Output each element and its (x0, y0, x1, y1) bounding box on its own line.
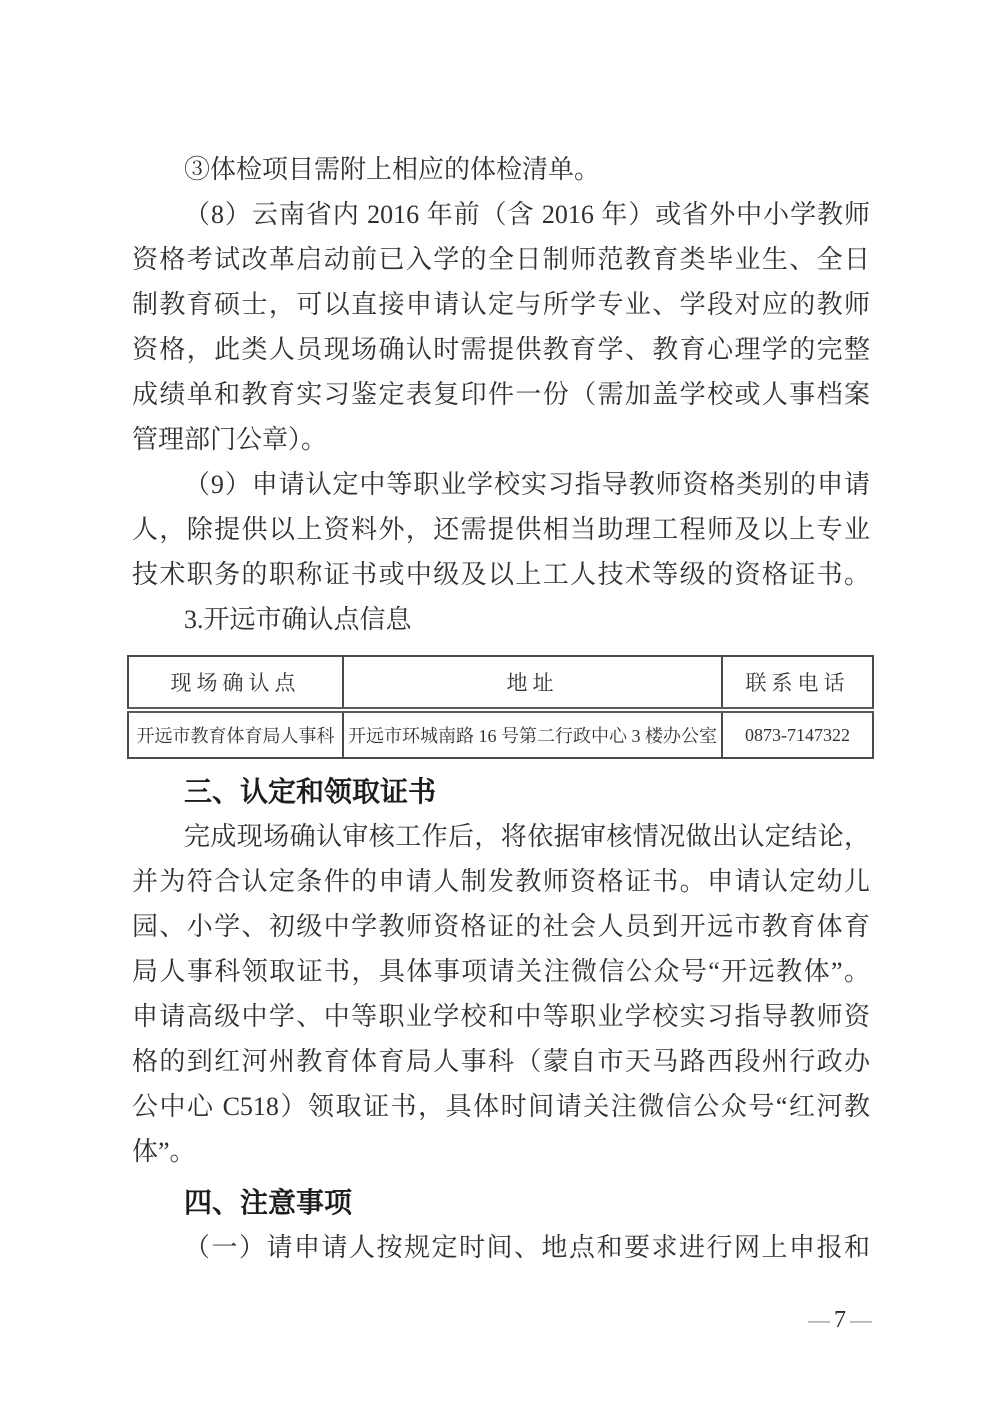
page-number (790, 1305, 890, 1335)
table-header-address: 地址 (343, 656, 722, 710)
text-line: 公中心 C518）领取证书，具体时间请关注微信公众号“红河教 (132, 1092, 870, 1121)
page-number-value: 7 (834, 1307, 846, 1333)
paragraph-notice (132, 1225, 870, 1270)
text-line: 资格考试改革启动前已入学的全日制师范教育类毕业生、全日 (132, 245, 870, 274)
text-line: （8）云南省内 2016 年前（含 2016 年）或省外中小学教师 (184, 200, 870, 229)
confirmation-points-table (127, 655, 874, 759)
text-line: 申请高级中学、中等职业学校和中等职业学校实习指导教师资 (132, 1002, 870, 1031)
text-line: 技术职务的职称证书或中级及以上工人技术等级的资格证书。 (132, 560, 870, 589)
paragraph-item-8 (132, 192, 870, 462)
table-header-site: 现场确认点 (128, 656, 343, 710)
text-line: 并为符合认定条件的申请人制发教师资格证书。申请认定幼儿 (132, 867, 870, 896)
document-content (132, 147, 870, 1270)
table-header-phone: 联系电话 (722, 656, 873, 710)
section-heading-four: 四、注意事项 (184, 1187, 353, 1218)
table-cell-phone: 0873-7147322 (722, 710, 873, 758)
text-line: 管理部门公章）。 (132, 425, 328, 454)
text-line: 制教育硕士，可以直接申请认定与所学专业、学段对应的教师 (132, 290, 870, 319)
page-number-dash-left: — (808, 1307, 830, 1332)
text-line: 人，除提供以上资料外，还需提供相当助理工程师及以上专业 (132, 515, 870, 544)
paragraph-item-9 (132, 462, 870, 597)
paragraph-certificate (132, 814, 870, 1174)
text-line: ③体检项目需附上相应的体检清单。 (184, 155, 601, 184)
text-line: 成绩单和教育实习鉴定表复印件一份（需加盖学校或人事档案 (132, 380, 870, 409)
text-line: （9）申请认定中等职业学校实习指导教师资格类别的申请 (184, 470, 870, 499)
table-header-row (128, 656, 873, 710)
text-line: 体”。 (132, 1137, 196, 1166)
paragraph-physical-exam (132, 147, 870, 192)
table-row (128, 710, 873, 758)
section-heading-three: 三、认定和领取证书 (184, 776, 437, 807)
table-cell-site: 开远市教育体育局人事科 (128, 710, 343, 758)
text-line: 局人事科领取证书，具体事项请关注微信公众号“开远教体”。 (132, 957, 870, 986)
text-line: 完成现场确认审核工作后，将依据审核情况做出认定结论， (184, 822, 870, 851)
text-line: 资格，此类人员现场确认时需提供教育学、教育心理学的完整 (132, 335, 870, 364)
section3-label: 3.开远市确认点信息 (184, 605, 412, 634)
text-line: 格的到红河州教育体育局人事科（蒙自市天马路西段州行政办 (132, 1047, 870, 1076)
text-line: 园、小学、初级中学教师资格证的社会人员到开远市教育体育 (132, 912, 870, 941)
text-line: （一）请申请人按规定时间、地点和要求进行网上申报和 (184, 1233, 870, 1262)
table-cell-address: 开远市环城南路 16 号第二行政中心 3 楼办公室 (343, 710, 722, 758)
page-number-dash-right: — (850, 1307, 872, 1332)
